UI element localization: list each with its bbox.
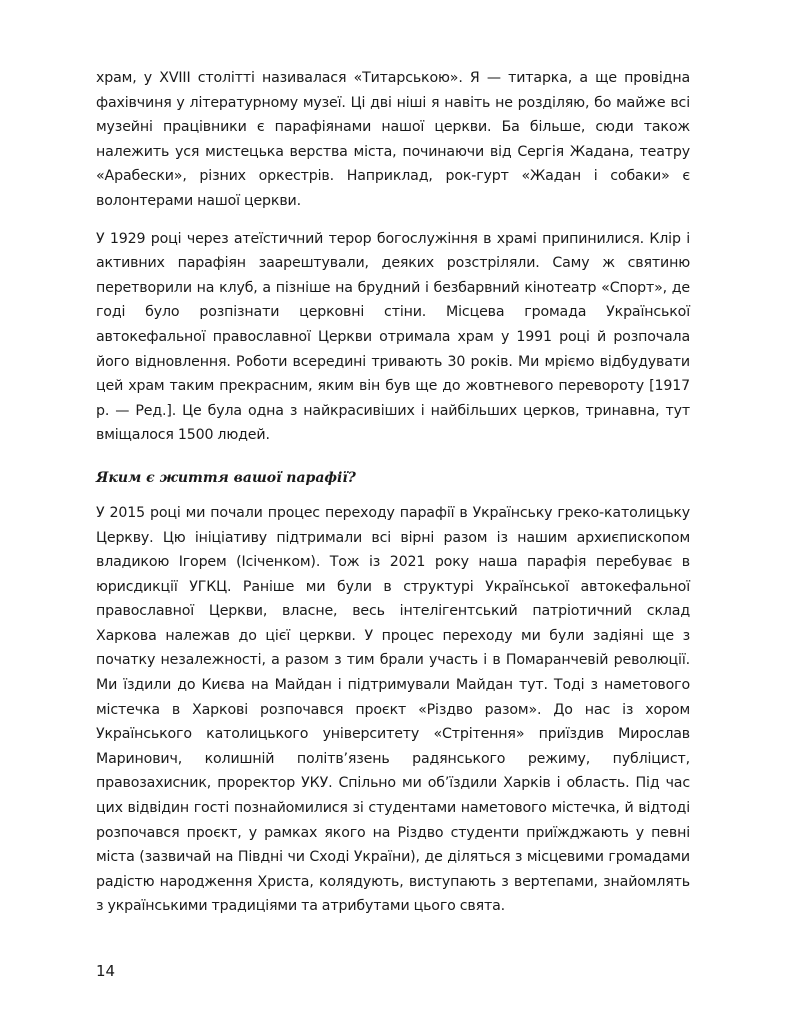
section-heading: Яким є життя вашої парафії? [96, 469, 356, 486]
page-number: 14 [96, 962, 116, 980]
paragraph-2: У 1929 році через атеїстичний терор богослужіння в храмі припинилися. Клір і активних парафіян заарештували, деяких розстріляли. Саму ж святиню перетворили на клуб, а пізніше на брудний і безбарвний кінотеатр «Спорт», де годі було розпізнати церковні стіни. Місцева громада Української автокефальної православної Церкви отримала храм у 1991 році й розпочала його відновлення. Роботи всередині тривають 30 років. Ми мріємо відбудувати цей храм таким прекрасним, яким він був ще до жовтневого перевороту [1917 р. — Ред.]. Це була одна з найкрасивіших і найбільших церков, тринавна, тут вміщалося 1500 людей. [96, 230, 690, 444]
paragraph-3: У 2015 році ми почали процес переходу парафії в Українську греко-католицьку Церкву. Цю ініціативу підтримали всі вірні разом із нашим архиєпископом владикою Ігорем (Ісіченком). Тож із 2021 року наша парафія перебуває в юрисдикції УГКЦ. Раніше ми були в структурі Української автокефальної православної Церкви, власне, весь інтелігентський патріотичний склад Харкова належав до цієї церкви. У процес переходу ми були задіяні ще з початку незалежності, а разом з тим брали участь і в Помаранчевій революції. Ми їздили до Києва на Майдан і підтримували Майдан тут. Тоді з наметового містечка в Харкові розпочався проєкт «Різдво разом». До нас із хором Українського католицького університету «Стрітення» приїздив Мирослав Маринович, колишній політв’язень радянського режиму, публіцист, правозахисник, проректор УКУ. Спільно ми об’їздили Харків і область. Під час цих відвідин гості познайомилися зі студентами наметового містечка, й відтоді розпочався проєкт, у рамках якого на Різдво студенти приїжджають у певні міста (зазвичай на Півдні чи Сході України), де діляться з місцевими громадами радістю народження Христа, колядують, виступають з вертепами, знайомлять з українськими традиціями та атрибутами цього свята. [96, 504, 690, 915]
text-column [96, 66, 690, 919]
paragraph-1: храм, у XVIII столітті називалася «Титарською». Я — титарка, а ще провідна фахівчиня у літературному музеї. Ці дві ніші я навіть не розділяю, бо майже всі музейні працівники є парафіянами нашої церкви. Ба більше, сюди також належить уся мистецька верства міста, починаючи від Сергія Жадана, театру «Арабески», різних оркестрів. Наприклад, рок-гурт «Жадан і собаки» є волонтерами нашої церкви. [96, 70, 690, 209]
